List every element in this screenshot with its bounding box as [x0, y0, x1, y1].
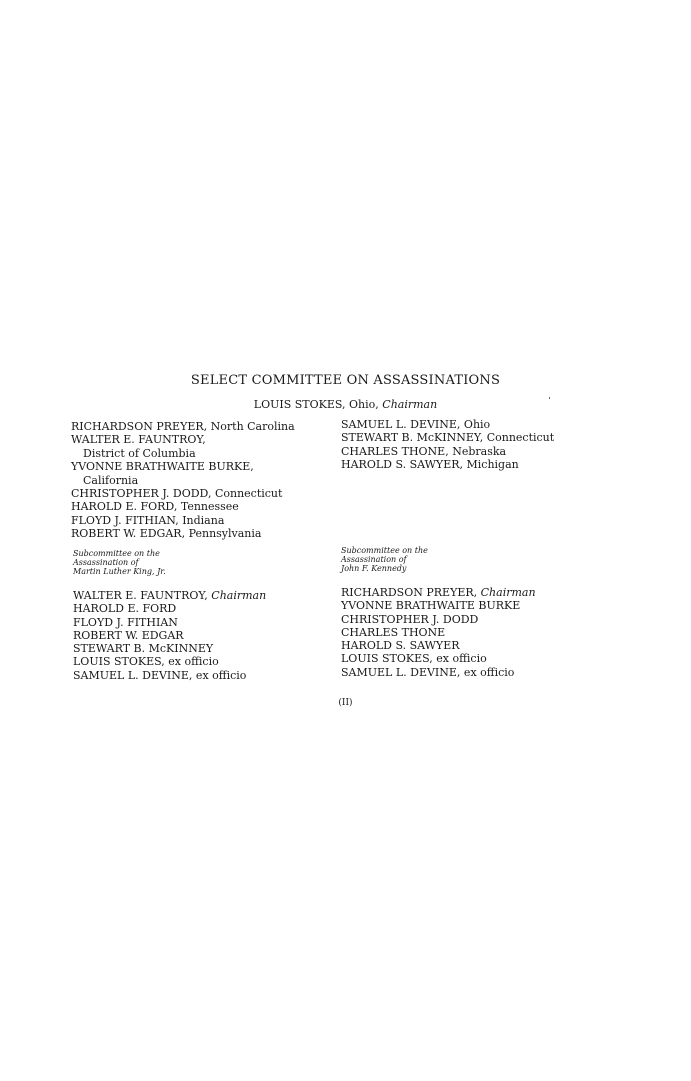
subcommittee-jfk-heading-line: John F. Kennedy	[341, 564, 407, 573]
subcommittee-mlk-heading-line: Subcommittee on the	[73, 549, 160, 558]
subcommittee-mlk-member: ROBERT W. EDGAR	[73, 628, 184, 642]
member-left-2: District of Columbia	[83, 446, 196, 460]
subcommittee-mlk-member: FLOYD J. FITHIAN	[73, 615, 178, 629]
subcommittee-jfk-member: SAMUEL L. DEVINE, ex officio	[341, 665, 515, 679]
member-left-6: HAROLD E. FORD, Tennessee	[71, 500, 239, 514]
subcommittee-mlk-heading	[73, 549, 166, 576]
subcommittee-mlk-member: SAMUEL L. DEVINE, ex officio	[73, 668, 247, 682]
subcommittee-mlk-member: HAROLD E. FORD	[73, 602, 177, 616]
member-left-7: FLOYD J. FITHIAN, Indiana	[71, 513, 225, 527]
subcommittee-mlk-chair	[73, 589, 266, 602]
member-left-3: YVONNE BRATHWAITE BURKE,	[71, 460, 254, 474]
members-right-column	[341, 418, 554, 472]
member-right-2: CHARLES THONE, Nebraska	[341, 444, 507, 458]
subcommittee-jfk-heading-line: Assassination of	[341, 555, 407, 564]
member-left-0: RICHARDSON PREYER, North Carolina	[71, 420, 295, 433]
chairman-role: Chairman	[382, 398, 438, 411]
subcommittee-jfk-members	[341, 586, 536, 679]
subcommittee-jfk-heading	[341, 546, 428, 573]
chairman-name: LOUIS STOKES, Ohio,	[253, 398, 383, 411]
subcommittee-mlk-member: STEWART B. McKINNEY	[73, 642, 214, 656]
subcommittee-jfk-member: CHRISTOPHER J. DODD	[341, 612, 479, 626]
member-right-1: STEWART B. McKINNEY, Connecticut	[341, 431, 555, 445]
committee-title: SELECT COMMITTEE ON ASSASSINATIONS	[190, 373, 501, 388]
subcommittee-mlk-heading-line: Martin Luther King, Jr.	[73, 567, 166, 576]
members-left-column	[71, 420, 295, 541]
chair-name: RICHARDSON PREYER,	[341, 586, 481, 599]
chair-role: Chairman	[480, 586, 536, 599]
member-left-4: California	[83, 473, 139, 487]
chair-name: WALTER E. FAUNTROY,	[73, 589, 212, 602]
subcommittee-jfk-chair	[341, 586, 536, 599]
subcommittee-jfk-member: YVONNE BRATHWAITE BURKE	[341, 599, 521, 613]
subcommittee-jfk-heading-line: Subcommittee on the	[341, 546, 428, 555]
member-right-0: SAMUEL L. DEVINE, Ohio	[341, 418, 491, 431]
member-right-3: HAROLD S. SAWYER, Michigan	[341, 458, 519, 472]
subcommittee-jfk-member: HAROLD S. SAWYER	[341, 639, 460, 653]
subcommittee-mlk-member: LOUIS STOKES, ex officio	[73, 655, 219, 669]
subcommittee-jfk-member: CHARLES THONE	[341, 625, 446, 639]
committee-chairman	[0, 398, 691, 411]
chair-role: Chairman	[211, 589, 267, 602]
subcommittee-mlk-members	[73, 589, 266, 682]
member-left-1: WALTER E. FAUNTROY,	[71, 433, 206, 447]
member-left-5: CHRISTOPHER J. DODD, Connecticut	[71, 487, 283, 501]
subcommittee-jfk-member: LOUIS STOKES, ex officio	[341, 652, 487, 666]
member-left-8: ROBERT W. EDGAR, Pennsylvania	[71, 527, 262, 541]
page-number: (II)	[338, 698, 353, 708]
subcommittee-mlk-heading-line: Assassination of	[73, 558, 139, 567]
